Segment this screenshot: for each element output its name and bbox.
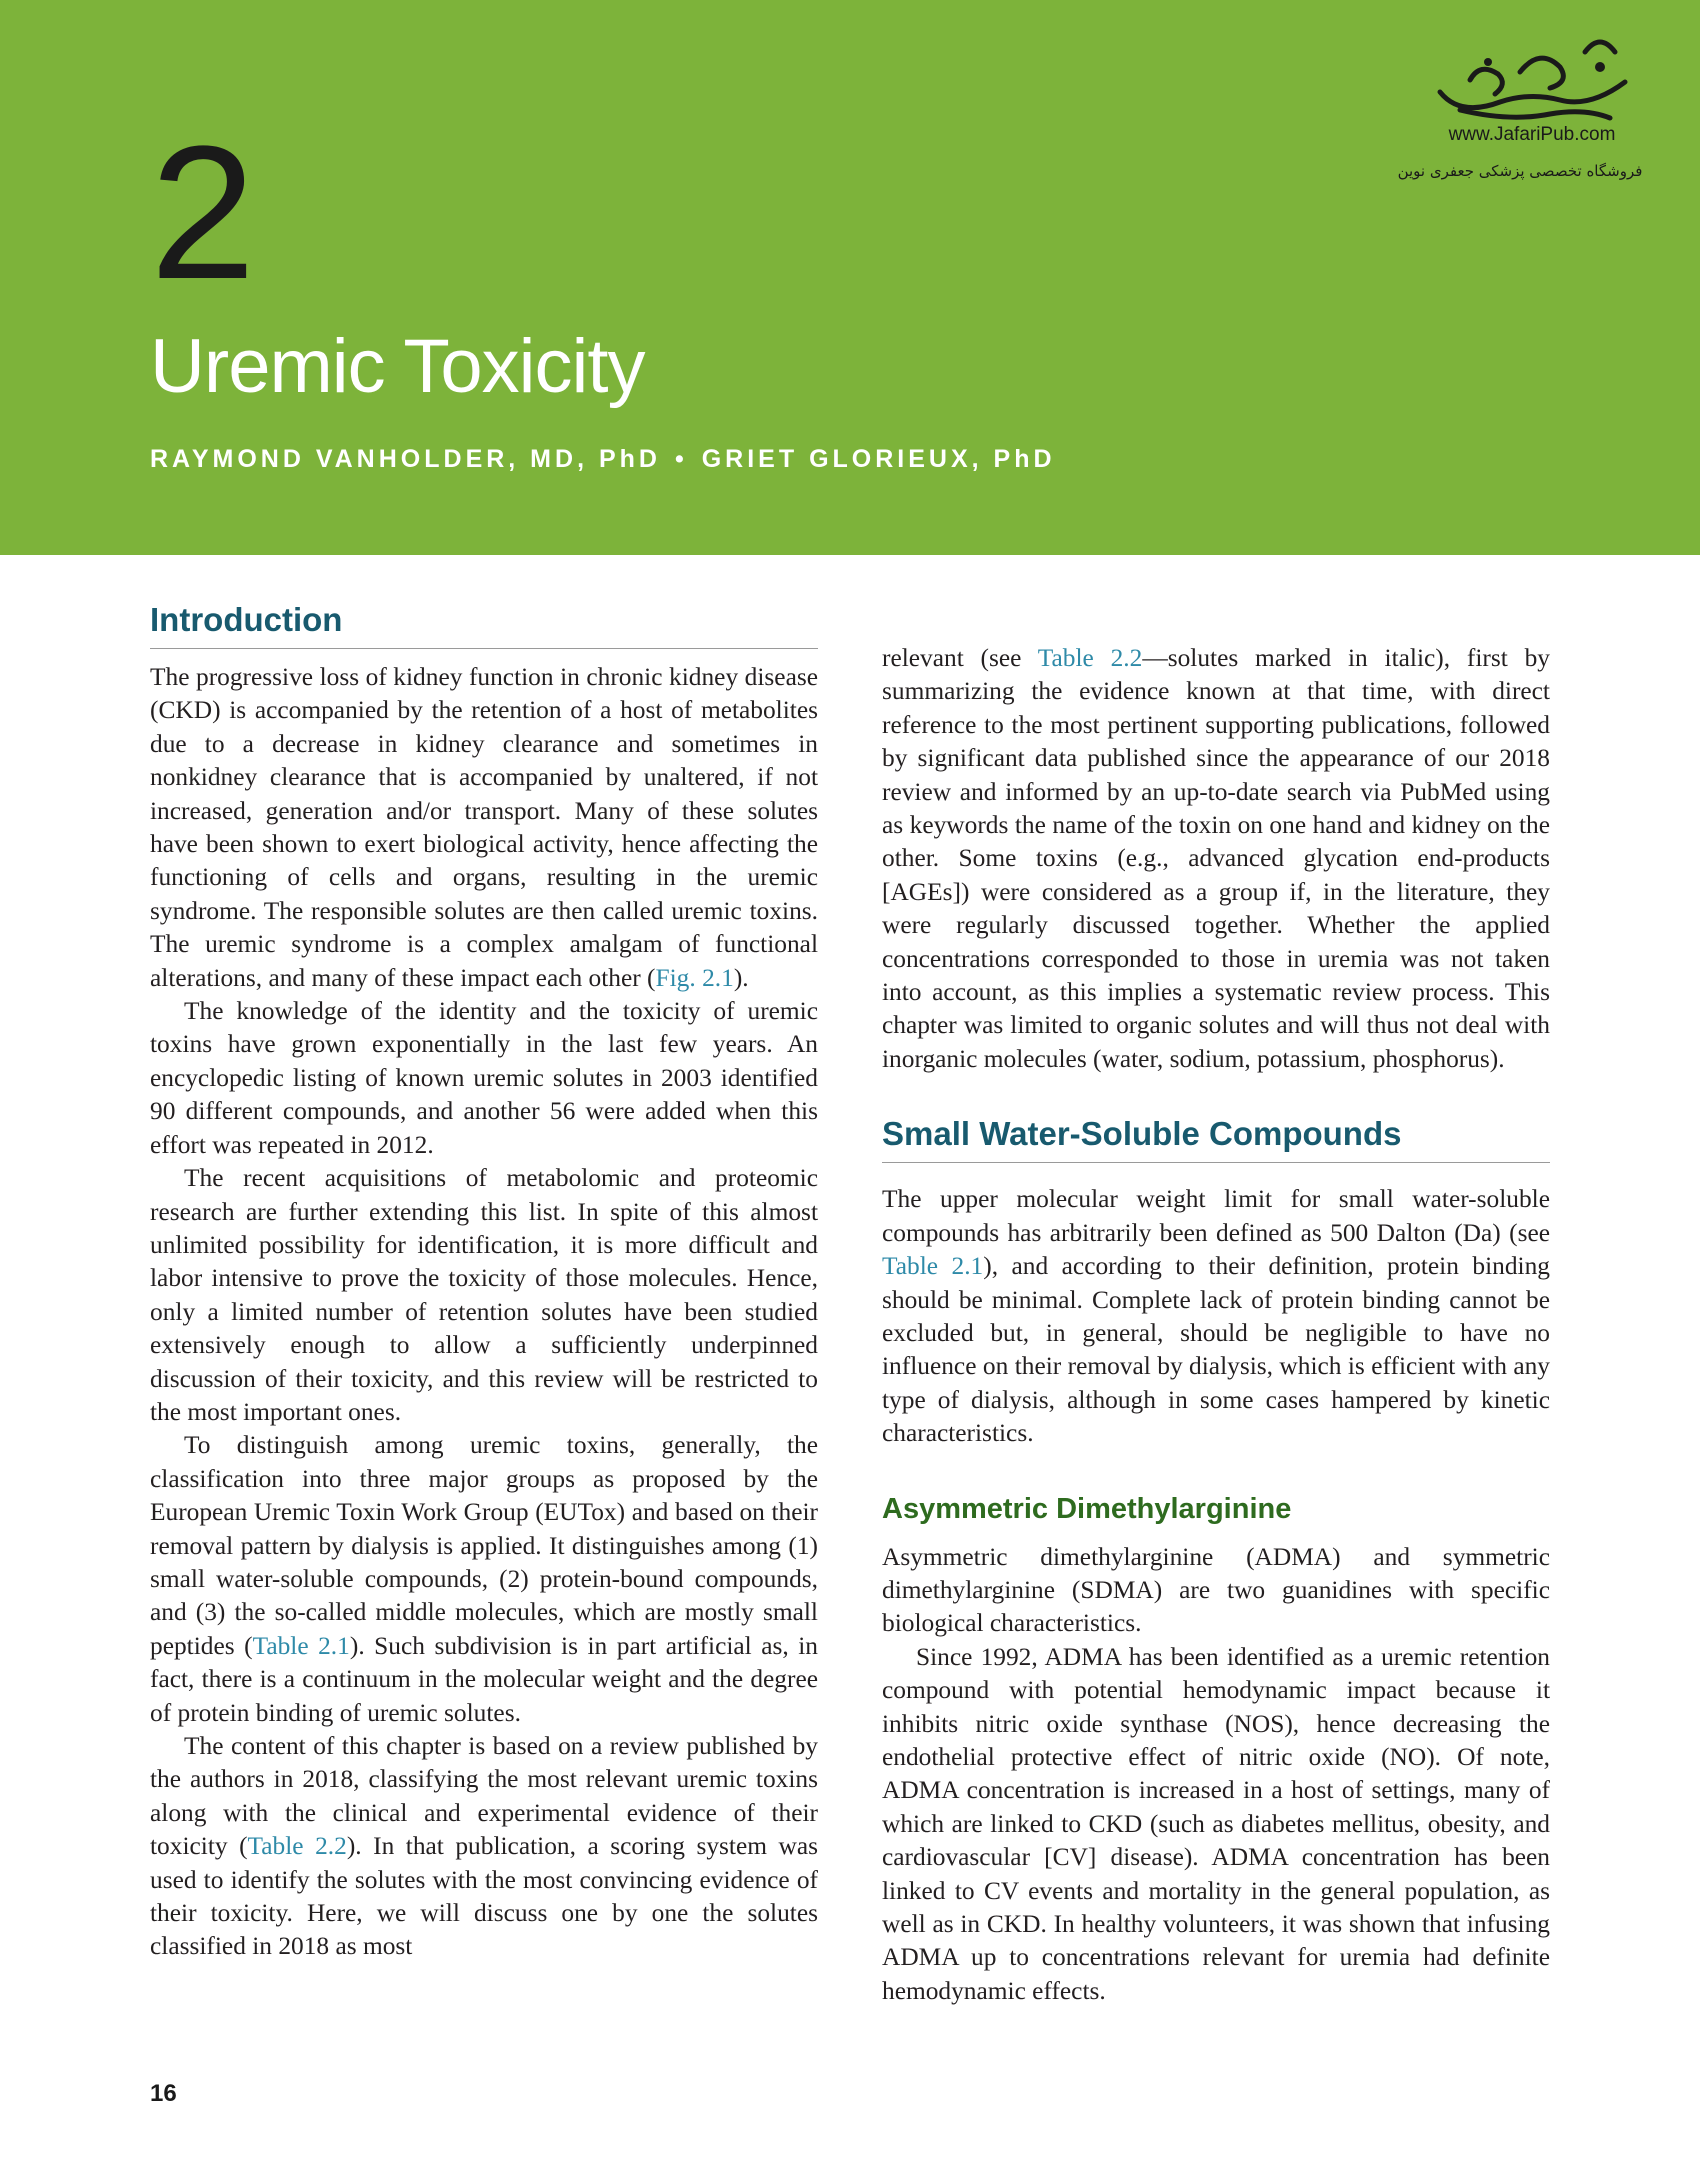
paragraph-text: —solutes marked in italic), first by summarizing the evidence known at that time, with direct reference to the most pertinent supporting publications, followed by significant data published since the appearance of our 2018 review and informed by an up-to-date search via PubMed using as keywords the name of the toxin on one hand and kidney on the other. Some toxins (e.g., advanced glycation end-products [AGEs]) were considered as a group if, in the literature, they were regularly discussed together. Whether the applied concentrations corresponded to those in uremia was not taken into account, as this implies a systematic review process. This chapter was limited to organic solutes and will thus not deal with inorganic molecules (water, sodium, potassium, phosphorus). (882, 644, 1550, 1073)
table-link[interactable]: Table 2.1 (252, 1631, 350, 1660)
table-link[interactable]: Table 2.1 (882, 1252, 984, 1281)
authors-line (150, 442, 1056, 476)
page-number: 16 (150, 2080, 177, 2107)
author-2: GRIET GLORIEUX, PhD (701, 445, 1056, 473)
paragraph-text: The upper molecular weight limit for small water-soluble compounds has arbitrarily been defined as 500 Dalton (Da) (see (882, 1185, 1550, 1247)
paragraph (882, 1183, 1550, 1450)
chapter-header-banner (0, 0, 1700, 555)
paragraph (150, 661, 818, 995)
section-heading-introduction: Introduction (150, 600, 818, 649)
publisher-subtitle: فروشگاه تخصصی پزشکی جعفری نوین (1397, 162, 1643, 180)
paragraph-text: ), and according to their definition, protein binding should be minimal. Complete lack of protein binding cannot be excluded but, in general, should be negligible to have no influence on their removal by dialysis, which is efficient with any type of dialysis, although in some cases hampered by kinetic characteristics. (882, 1252, 1550, 1448)
paragraph-text: relevant (see (882, 644, 1038, 672)
subsection-heading-admа: Asymmetric Dimethylarginine (882, 1492, 1292, 1525)
right-column (882, 642, 1550, 2008)
table-link[interactable]: Table 2.2 (247, 1832, 347, 1861)
figure-link[interactable]: Fig. 2.1 (655, 963, 734, 992)
paragraph: Asymmetric dimethylarginine (ADMA) and symmetric dimethylarginine (SDMA) are two guanidines with specific biological characteristics. (882, 1542, 1550, 1638)
table-link[interactable]: Table 2.2 (1037, 644, 1143, 672)
author-1: RAYMOND VANHOLDER, MD, PhD (150, 445, 661, 473)
author-separator: • (674, 445, 688, 473)
paragraph-text: ). In that publication, a scoring system was used to identify the solutes with the most convincing evidence of their toxicity. Here, we will discuss one by one the solutes classified in 2018 as most (150, 1832, 818, 1961)
paragraph (882, 642, 1550, 1076)
paragraph-text: To distinguish among uremic toxins, generally, the classification into three major groups as proposed by the European Uremic Toxin Work Group (EUTox) and based on their removal pattern by dialysis is applied. It distinguishes among (1) small water-soluble compounds, (2) protein-bound compounds, and (3) the so-called middle molecules, which are mostly small peptides ( (150, 1431, 818, 1660)
chapter-title: Uremic Toxicity (150, 324, 645, 409)
left-column (150, 600, 818, 1964)
paragraph-text: The progressive loss of kidney function in chronic kidney disease (CKD) is accompanied by the retention of a host of metabolites due to a decrease in kidney clearance and sometimes in nonkidney clearance that is accompanied by unaltered, if not increased, generation and/or transport. Many of these solutes have been shown to exert biological activity, hence affecting the functioning of cells and organs, resulting in the uremic syndrome. The responsible solutes are then called uremic toxins. The uremic syndrome is a complex amalgam of functional alterations, and many of these impact each other ( (150, 663, 818, 992)
paragraph: Since 1992, ADMA has been identified as a uremic retention compound with potential hemodynamic impact because it inhibits nitric oxide synthase (NOS), hence decreasing the endothelial protective effect of nitric oxide (NO). Of note, ADMA concentration is increased in a host of settings, many of which are linked to CKD (such as diabetes mellitus, obesity, and cardiovascular [CV] disease). ADMA concentration has been linked to CV events and mortality in the general population, as well as in CKD. In healthy volunteers, it was shown that infusing ADMA up to concentrations relevant for uremia had definite hemodynamic effects. (882, 1642, 1550, 2005)
section-heading-small-water-soluble: Small Water-Soluble Compounds (882, 1114, 1550, 1163)
publisher-url: www.JafariPub.com (1448, 124, 1616, 145)
paragraph-text: ). Such subdivision is in part artificial as, in fact, there is a continuum in the molecular weight and the degree of protein binding of uremic solutes. (150, 1631, 818, 1727)
paragraph (150, 1730, 818, 1964)
paragraph-text: The content of this chapter is based on a review published by the authors in 2018, classifying the most relevant uremic toxins along with the clinical and experimental evidence of their toxicity ( (150, 1732, 818, 1861)
chapter-number: 2 (150, 107, 256, 319)
paragraph-text: ). (733, 963, 749, 992)
paragraph: The knowledge of the identity and the toxicity of uremic toxins have grown exponentially in the last few years. An encyclopedic listing of known uremic solutes in 2003 identified 90 different compounds, and another 56 were added when this effort was repeated in 2012. (150, 997, 818, 1159)
paragraph: The recent acquisitions of metabolomic and proteomic research are further extending this list. In spite of this almost unlimited possibility for identification, it is more difficult and labor intensive to prove the toxicity of those molecules. Hence, only a limited number of retention solutes have been studied extensively enough to allow a sufficiently underpinned discussion of their toxicity, and this review will be restricted to the most important ones. (150, 1164, 818, 1426)
paragraph (150, 1429, 818, 1730)
